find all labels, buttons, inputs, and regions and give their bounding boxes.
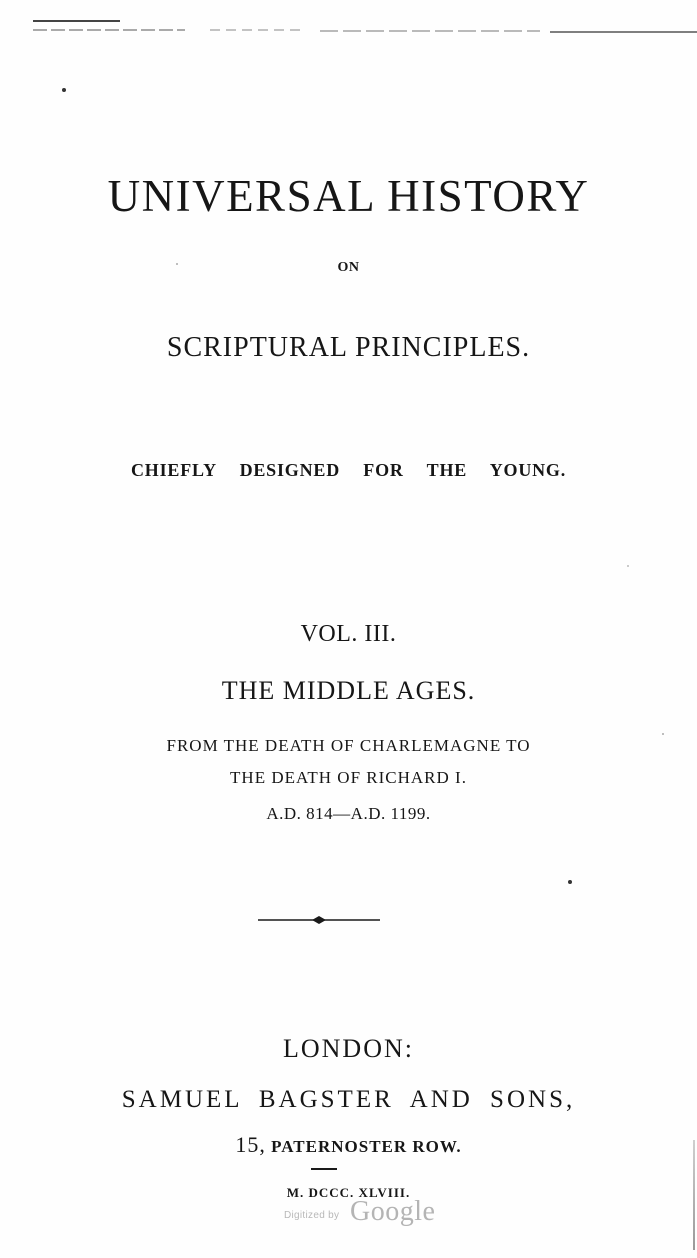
page-edge-shadow [693, 1140, 695, 1250]
volume-range-line-1: FROM THE DEATH OF CHARLEMAGNE TO [166, 736, 531, 755]
book-tagline: CHIEFLY DESIGNED FOR THE YOUNG. [130, 460, 567, 480]
ink-speck [62, 88, 66, 92]
digitized-watermark [284, 1196, 454, 1232]
ink-speck [568, 880, 572, 884]
scan-border-lines [0, 0, 697, 40]
address-number: 15, [235, 1132, 266, 1157]
ink-speck [627, 565, 629, 567]
volume-number: VOL. III. [300, 621, 397, 647]
imprint-rule [311, 1168, 337, 1170]
ornament-divider [258, 910, 380, 930]
volume-period: THE MIDDLE AGES. [221, 676, 476, 705]
imprint-city: LONDON: [283, 1034, 414, 1063]
watermark-prefix: Digitized by [284, 1210, 340, 1221]
imprint-year: M. DCCC. XLVIII. [286, 1185, 411, 1200]
address-street: PATERNOSTER ROW. [271, 1137, 462, 1156]
book-title: UNIVERSAL HISTORY [107, 171, 590, 221]
title-connector: ON [337, 260, 360, 275]
volume-range-line-2: THE DEATH OF RICHARD I. [230, 768, 467, 787]
imprint-publisher: SAMUEL BAGSTER AND SONS, [121, 1086, 576, 1113]
google-logo: Google [350, 1196, 436, 1227]
volume-dates: A.D. 814—A.D. 1199. [266, 804, 431, 823]
book-subtitle: SCRIPTURAL PRINCIPLES. [166, 332, 531, 363]
imprint-address [0, 1132, 697, 1160]
